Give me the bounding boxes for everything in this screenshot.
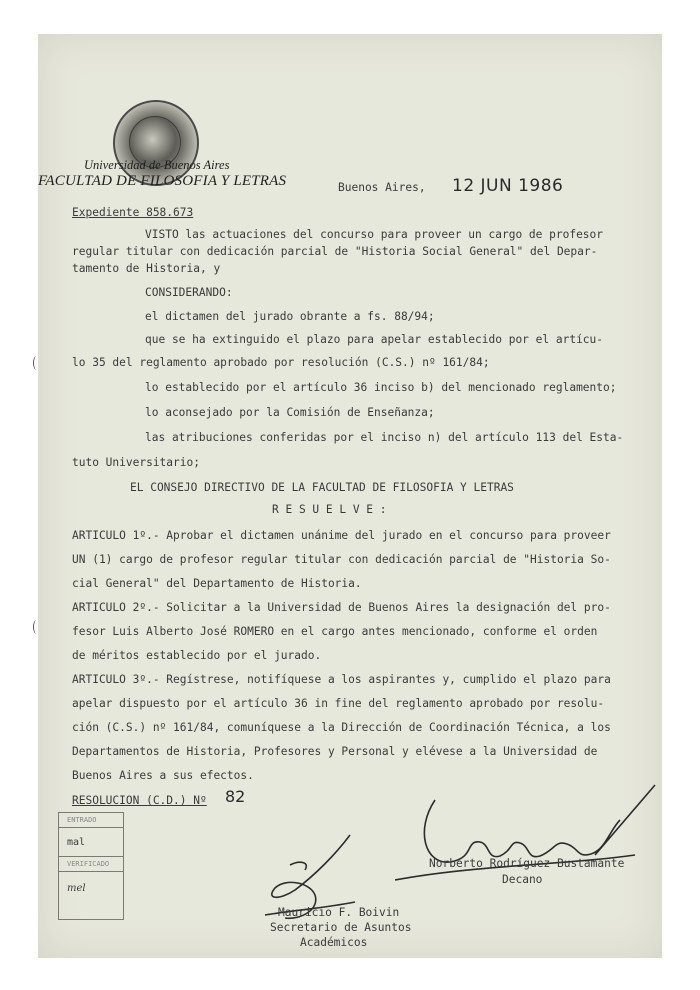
- article-3-line: Buenos Aires a sus efectos.: [72, 769, 254, 782]
- body-line: lo establecido por el artículo 36 inciso b) del mencionado reglamento;: [145, 381, 617, 394]
- body-line: tuto Universitario;: [72, 456, 200, 469]
- resuelve-heading: R E S U E L V E :: [272, 503, 387, 516]
- margin-mark: [33, 356, 40, 370]
- dean-name: Norberto Rodríguez Bustamante: [429, 857, 625, 870]
- body-line: regular titular con dedicación parcial de "Historia Social General" del Depar-: [72, 245, 598, 258]
- resolution-label: RESOLUCION (C.D.) Nº: [72, 794, 207, 807]
- routing-row-entered: ENTRADO: [59, 813, 123, 828]
- body-line: lo 35 del reglamento aprobado por resolución (C.S.) nº 161/84;: [72, 356, 490, 369]
- considerando-heading: CONSIDERANDO:: [145, 286, 233, 299]
- dean-title: Decano: [502, 873, 543, 886]
- body-line: el dictamen del jurado obrante a fs. 88/94;: [145, 310, 435, 323]
- body-line: tamento de Historia, y: [72, 262, 221, 275]
- article-3-line: Departamentos de Historia, Profesores y Personal y elévese a la Universidad de: [72, 745, 598, 758]
- routing-row-initials: mal: [59, 828, 123, 857]
- body-line: que se ha extinguido el plazo para apelar establecido por el artícu-: [145, 333, 604, 346]
- council-heading: EL CONSEJO DIRECTIVO DE LA FACULTAD DE FILOSOFIA Y LETRAS: [130, 481, 514, 494]
- article-3-line: ARTICULO 3º.- Regístrese, notifíquese a los aspirantes y, cumplido el plazo para: [72, 673, 611, 686]
- secretary-title: Académicos: [300, 936, 368, 949]
- university-name: Universidad de Buenos Aires: [84, 158, 230, 172]
- body-line: VISTO las actuaciones del concurso para proveer un cargo de profesor: [145, 228, 604, 241]
- secretary-title: Secretario de Asuntos: [270, 921, 412, 934]
- resolution-number: 82: [225, 787, 246, 806]
- expediente-number: Expediente 858.673: [72, 206, 194, 219]
- secretary-name: Mauricio F. Boivin: [278, 906, 400, 919]
- body-line: las atribuciones conferidas por el inciso n) del artículo 113 del Esta-: [145, 431, 624, 444]
- place: Buenos Aires,: [338, 181, 426, 194]
- article-2-line: fesor Luis Alberto José ROMERO en el cargo antes mencionado, conforme el orden: [72, 625, 598, 638]
- article-3-line: ción (C.S.) nº 161/84, comuníquese a la Dirección de Coordinación Técnica, a los: [72, 721, 611, 734]
- body-line: lo aconsejado por la Comisión de Enseñanza;: [145, 406, 435, 419]
- routing-row-handwritten: mel: [67, 883, 86, 894]
- date-stamp: 12 JUN 1986: [452, 176, 564, 196]
- routing-row-verified: VERIFICADO: [59, 857, 123, 872]
- faculty-name: FACULTAD DE FILOSOFIA Y LETRAS: [38, 173, 287, 189]
- margin-mark: [33, 620, 40, 634]
- article-1-line: cial General" del Departamento de Historia.: [72, 577, 362, 590]
- article-2-line: ARTICULO 2º.- Solicitar a la Universidad de Buenos Aires la designación del pro-: [72, 601, 611, 614]
- article-2-line: de méritos establecido por el jurado.: [72, 649, 322, 662]
- article-3-line: apelar dispuesto por el artículo 36 in fine del reglamento aprobado por resolu-: [72, 697, 605, 710]
- article-1-line: UN (1) cargo de profesor regular titular con dedicación parcial de "Historia So-: [72, 553, 611, 566]
- article-1-line: ARTICULO 1º.- Aprobar el dictamen unánime del jurado en el concurso para proveer: [72, 529, 611, 542]
- routing-box: [58, 812, 124, 920]
